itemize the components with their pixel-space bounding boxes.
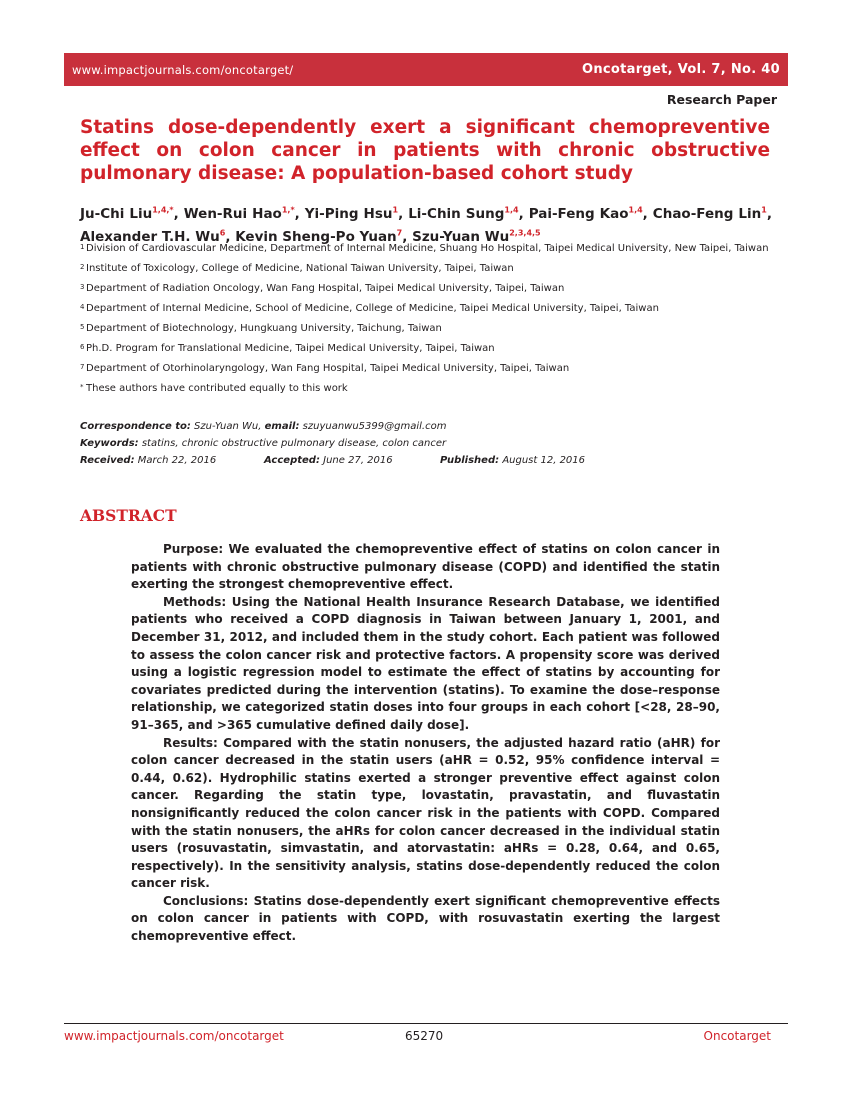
keywords-label: Keywords:: [80, 438, 139, 449]
affiliation: [80, 242, 772, 256]
affiliation-text: Department of Otorhinolaryngology, Wan Fang Hospital, Taipei Medical University, Taipei, Taiwan: [86, 363, 570, 374]
author-name: Chao-Feng Lin: [652, 205, 762, 222]
affiliation-number: 3: [80, 283, 85, 291]
author-affiliation-marker: 1: [761, 205, 767, 214]
page-number: 65270: [405, 1029, 444, 1043]
affiliation: [80, 342, 772, 356]
author-affiliation-marker: 2,3,4,5: [509, 228, 541, 238]
author-name: Li-Chin Sung: [408, 205, 505, 222]
paper-title: Statins dose-dependently exert a significant chemopreventive effect on colon cancer in patients with chronic obstructive pulmonary disease: A population-based cohort study: [80, 117, 770, 184]
author-name: Yi-Ping Hsu: [304, 205, 393, 222]
footer-url[interactable]: www.impactjournals.com/oncotarget: [64, 1029, 284, 1043]
affiliation-number: 1: [80, 243, 85, 251]
author-name: Wen-Rui Hao: [183, 205, 282, 222]
email-label: email:: [264, 421, 300, 432]
correspondence-email[interactable]: szuyuanwu5399@gmail.com: [302, 421, 447, 432]
author: Wen-Rui Hao$^{1,*}$,: [183, 205, 305, 222]
affiliation: [80, 282, 772, 296]
affiliation-text: Department of Radiation Oncology, Wan Fang Hospital, Taipei Medical University, Taipei, Taiwan: [86, 283, 565, 294]
author-name: Pai-Feng Kao: [528, 205, 629, 222]
correspondence: [80, 420, 772, 434]
author: Ju-Chi Liu$^{1,4,*}$,: [80, 205, 184, 222]
author: Yi-Ping Hsu$^1$,: [304, 205, 409, 222]
author-affiliation-marker: 1: [392, 205, 399, 214]
affiliation-text: These authors have contributed equally to this work: [86, 383, 348, 394]
affiliation: [80, 302, 772, 316]
journal-url[interactable]: www.impactjournals.com/oncotarget/: [72, 62, 294, 77]
author-name: Szu-Yuan Wu: [412, 229, 510, 245]
correspondence-name: Szu-Yuan Wu,: [194, 421, 262, 432]
author: Pai-Feng Kao$^{1,4}$,: [528, 205, 653, 222]
affiliation-number: 2: [80, 263, 85, 271]
abstract-body: [131, 541, 720, 946]
affiliation-number: *: [80, 383, 84, 391]
author-affiliation-marker: 6: [219, 228, 226, 238]
footer-journal: Oncotarget: [703, 1029, 771, 1043]
abstract-heading: ABSTRACT: [80, 506, 177, 525]
affiliation: [80, 262, 772, 276]
abstract-conclusions: Conclusions: Statins dose-dependently exert significant chemopreventive effects on colon cancer in patients with COPD, with rosuvastatin exerting the largest chemopreventive effect.: [131, 893, 720, 944]
abstract-methods: Methods: Using the National Health Insurance Research Database, we identified patients who received a COPD diagnosis in Taiwan between January 1, 2001, and December 31, 2012, and included them in the study cohort. Each patient was followed to assess the colon cancer risk and protective factors. A propensity score was derived using a logistic regression model to estimate the effect of statins by accounting for covariates predicted during the intervention (statins). To examine the dose–response relationship, we categorized statin doses into four groups in each cohort [<28, 28–90, 91–365, and >365 cumulative defined daily dose].: [131, 594, 720, 732]
author-affiliation-marker: 1,*: [281, 205, 295, 214]
affiliation-text: Department of Biotechnology, Hungkuang University, Taichung, Taiwan: [86, 323, 442, 334]
author: Li-Chin Sung$^{1,4}$,: [408, 205, 529, 222]
author: Chao-Feng Lin$^1$,: [652, 205, 772, 222]
affiliation-text: Ph.D. Program for Translational Medicine, Taipei Medical University, Taipei, Taiwan: [86, 343, 495, 354]
author-name: Kevin Sheng-Po Yuan: [235, 229, 397, 245]
affiliation-number: 5: [80, 323, 85, 331]
author-affiliation-marker: 1,4: [628, 205, 643, 214]
keywords: [80, 437, 772, 451]
author-name: Ju-Chi Liu: [80, 205, 153, 222]
author-affiliation-marker: 1,4,*: [152, 205, 174, 214]
affiliations: [80, 242, 772, 402]
abstract-purpose: Purpose: We evaluated the chemopreventive effect of statins on colon cancer in patients with chronic obstructive pulmonary disease (COPD) and identified the statin exerting the strongest chemopreventive effect.: [131, 542, 720, 592]
abstract-results: Results: Compared with the statin nonusers, the adjusted hazard ratio (aHR) for colon cancer decreased in the statin users (aHR = 0.52, 95% confidence interval = 0.44, 0.62). Hydrophilic statins exerted a stronger preventive effect against colon cancer. Regarding the statin type, lovastatin, pravastatin, and fluvastatin nonsignificantly reduced the colon cancer risk in the patients with COPD. Compared with the statin nonusers, the aHRs for colon cancer decreased in the individual statin users (rosuvastatin, simvastatin, and atorvastatin: aHRs = 0.28, 0.64, and 0.65, respectively). In the sensitivity analysis, statins dose-dependently reduced the colon cancer risk.: [131, 735, 720, 891]
correspondence-label: Correspondence to:: [80, 421, 191, 432]
author-name: Alexander T.H. Wu: [80, 229, 220, 245]
author-affiliation-marker: 7: [396, 228, 403, 238]
paper-type: Research Paper: [666, 92, 777, 107]
author-affiliation-marker: 1,4: [504, 205, 519, 214]
affiliation: [80, 322, 772, 336]
author: Kevin Sheng-Po Yuan$^7$,: [235, 228, 413, 245]
footer-divider: [64, 1023, 788, 1024]
journal-issue: Oncotarget, Vol. 7, No. 40: [581, 62, 780, 77]
received-date: Received: March 22, 2016: [80, 455, 217, 466]
accepted-date: Accepted: June 27, 2016: [264, 455, 393, 466]
affiliation-number: 6: [80, 343, 85, 351]
header-banner: [64, 53, 788, 86]
affiliation: [80, 382, 772, 396]
author: Alexander T.H. Wu$^6$,: [80, 228, 236, 245]
affiliation-text: Institute of Toxicology, College of Medicine, National Taiwan University, Taipei, Taiwan: [86, 263, 514, 274]
keywords-text: statins, chronic obstructive pulmonary disease, colon cancer: [141, 438, 447, 449]
affiliation: [80, 362, 772, 376]
affiliation-text: Division of Cardiovascular Medicine, Department of Internal Medicine, Shuang Ho Hospital, Taipei Medical University, New Taipei, Taiwan: [86, 243, 769, 254]
published-date: Published: August 12, 2016: [440, 455, 586, 466]
affiliation-number: 7: [80, 363, 85, 371]
author-list: [80, 200, 772, 247]
affiliation-text: Department of Internal Medicine, School of Medicine, College of Medicine, Taipei Medical University, Taipei, Taiwan: [86, 303, 659, 314]
affiliation-number: 4: [80, 303, 85, 311]
